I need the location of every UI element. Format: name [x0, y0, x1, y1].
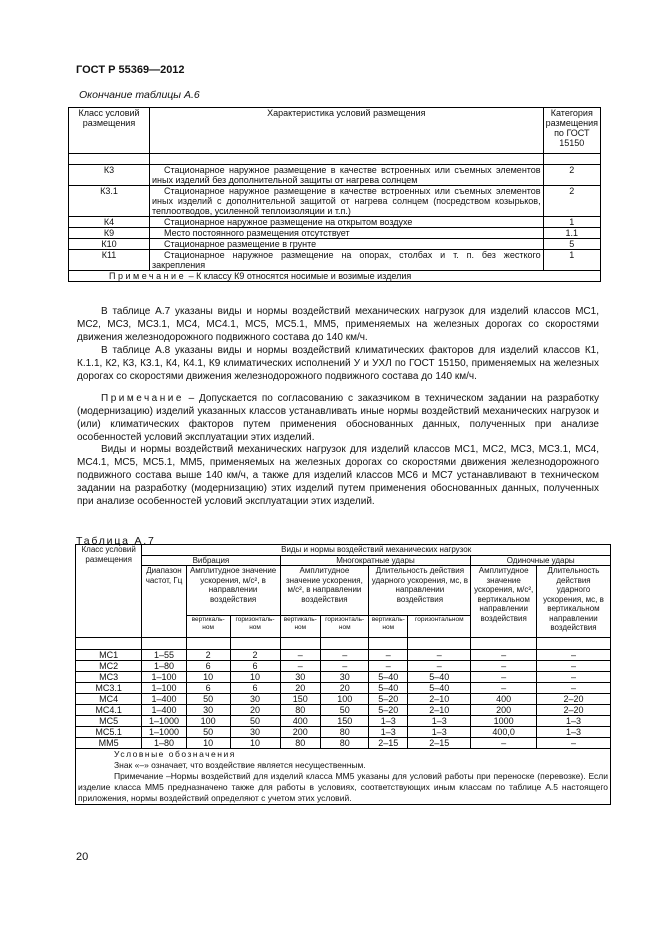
header-class: Класс условий размещения [76, 545, 142, 638]
row-class: МС1 [76, 650, 142, 661]
row-value: 1–55 [142, 650, 186, 661]
row-class: К3.1 [69, 186, 150, 217]
header-horizontal: горизонталь-ном [230, 616, 280, 638]
legend-note: Примечание –Нормы воздействий для изделий класса ММ5 указаны для условий работы при переноске (перевозке). Если изделие класса ММ5 предназначено также для работы в условиях, соответствующих иным классам по таблице А.5 настоящего приложения, нормы воздействий определяют с учетом этих условий. [78, 771, 608, 803]
row-value: 400 [280, 716, 321, 727]
table-row [76, 727, 611, 738]
row-value: – [471, 738, 537, 749]
paragraph-table-a8-intro: В таблице А.8 указаны виды и нормы воздействий климатических факторов для изделий классов К1, К.1.1, К2, К3, К3.1, К4, К4.1, К9 климатических исполнений У и УХЛ по ГОСТ 15150, применяемых на железных дорогах со скоростями движения железнодорожного подвижного состава до 140 км/ч. [77, 345, 599, 382]
page-number: 20 [76, 851, 89, 863]
header-frequency: Диапазон частот, Гц [142, 566, 186, 638]
row-value: 5–40 [369, 683, 408, 694]
row-value: 50 [321, 705, 369, 716]
table-row [69, 165, 601, 186]
row-value: 1–1000 [142, 716, 186, 727]
row-value: – [471, 650, 537, 661]
row-value: 1–1000 [142, 727, 186, 738]
row-class: МС5.1 [76, 727, 142, 738]
row-value: 20 [280, 683, 321, 694]
row-value: 5–40 [408, 672, 471, 683]
row-value: – [408, 661, 471, 672]
row-value: 1–100 [142, 672, 186, 683]
table-row [76, 650, 611, 661]
table-row [76, 661, 611, 672]
row-value: 6 [186, 683, 230, 694]
row-value: 80 [280, 705, 321, 716]
header-vertical: вертикаль-ном [186, 616, 230, 638]
header-main: Виды и нормы воздействий механических нагрузок [142, 545, 611, 556]
row-class: МС4.1 [76, 705, 142, 716]
note-label: Примечание [101, 393, 184, 404]
row-class: ММ5 [76, 738, 142, 749]
row-value: 200 [471, 705, 537, 716]
table-row [76, 738, 611, 749]
row-value: 200 [280, 727, 321, 738]
row-value: 1–80 [142, 661, 186, 672]
row-value: 10 [230, 738, 280, 749]
row-description: Стационарное наружное размещение на открытом воздухе [150, 217, 544, 228]
row-value: 10 [230, 672, 280, 683]
row-value: 2–20 [536, 694, 610, 705]
row-value: 30 [186, 705, 230, 716]
row-value: 5–40 [369, 672, 408, 683]
paragraph-note [77, 392, 599, 444]
row-value: 10 [186, 738, 230, 749]
row-value: 1–100 [142, 683, 186, 694]
row-value: 80 [321, 727, 369, 738]
legend-dash-meaning: Знак «–» означает, что воздействие является несущественным. [114, 760, 366, 770]
row-value: 80 [321, 738, 369, 749]
table-a6-header-characteristic: Характеристика условий размещения [150, 108, 544, 154]
row-value: 1–400 [142, 694, 186, 705]
row-value: 100 [321, 694, 369, 705]
row-value: – [471, 661, 537, 672]
row-class: МС4 [76, 694, 142, 705]
row-category: 2 [543, 186, 600, 217]
row-value: 2–15 [408, 738, 471, 749]
row-class: МС3 [76, 672, 142, 683]
row-value: – [536, 738, 610, 749]
row-value: 10 [186, 672, 230, 683]
paragraph-high-speed: Виды и нормы воздействий механических нагрузок для изделий классов МС1, МС2, МС3, МС3.1, МС4, МС4.1, МС5, МС5.1, ММ5, применяемых на железных дорогах со скоростями движения железнодорожного подвижного состава выше 140 км/ч, а также для изделий классов МС6 и МС7 устанавливают в техническом задании на разработку (модернизацию) этих изделий путем применения обоснованных данных, полученных при анализе особенностей условий эксплуатации этих изделий. [77, 444, 599, 507]
row-value: – [369, 661, 408, 672]
row-value: 30 [321, 672, 369, 683]
row-value: 2 [230, 650, 280, 661]
legend-title: Условные обозначения [114, 749, 236, 759]
row-value: 150 [321, 716, 369, 727]
header-single-duration: Длительность действия ударного ускорения, мс, в вертикальном направлении воздействия [536, 566, 610, 638]
row-value: – [321, 650, 369, 661]
row-value: 400,0 [471, 727, 537, 738]
header-vertical: вертикаль-ном [280, 616, 321, 638]
row-description: Место постоянного размещения отсутствует [150, 228, 544, 239]
row-value: 6 [230, 683, 280, 694]
row-value: 20 [230, 705, 280, 716]
row-value: 150 [280, 694, 321, 705]
header-vertical: вертикаль-ном [369, 616, 408, 638]
paragraph-table-a7-intro: В таблице А.7 указаны виды и нормы воздействий механических нагрузок для изделий классов МС1, МС2, МС3, МС3.1, МС4, МС4.1, МС5, МС5.1, ММ5, применяемых на железных дорогах со скоростями движения железнодорожного подвижного состава до 140 км/ч. [77, 306, 599, 343]
row-value: 5–20 [369, 705, 408, 716]
row-class: К10 [69, 239, 150, 250]
row-value: 1–3 [536, 716, 610, 727]
row-class: МС2 [76, 661, 142, 672]
row-value: 400 [471, 694, 537, 705]
row-class: К4 [69, 217, 150, 228]
row-class: МС5 [76, 716, 142, 727]
table-row [69, 250, 601, 271]
row-value: 1–3 [408, 716, 471, 727]
row-category: 1 [543, 250, 600, 271]
row-value: – [369, 650, 408, 661]
row-class: К3 [69, 165, 150, 186]
header-single-amplitude: Амплитудное значение ускорения, м/с², вертикальном направлении воздействия [471, 566, 537, 638]
row-value: 2–20 [536, 705, 610, 716]
header-multiple-shocks: Многократные удары [280, 555, 471, 566]
table-row [69, 217, 601, 228]
row-class: МС3.1 [76, 683, 142, 694]
row-description: Стационарное наружное размещение в качестве встроенных или съемных элементов иных изделий с дополнительной защитой от нагрева солнцем (посредством козырьков, теплоотводов, усиленной теплоизоляции и т.п.) [150, 186, 544, 217]
header-horizontal: горизонталь-ном [321, 616, 369, 638]
row-value: – [321, 661, 369, 672]
row-value: – [471, 672, 537, 683]
document-header: ГОСТ Р 55369—2012 [76, 64, 185, 76]
row-value: – [471, 683, 537, 694]
row-value: – [280, 661, 321, 672]
table-row [76, 705, 611, 716]
table-row [76, 683, 611, 694]
row-description: Стационарное наружное размещение в качестве встроенных или съемных элементов иных изделий без дополнительной защиты от нагрева солнцем [150, 165, 544, 186]
row-value: 2–10 [408, 705, 471, 716]
row-value: 2–10 [408, 694, 471, 705]
row-value: 6 [230, 661, 280, 672]
row-value: – [536, 672, 610, 683]
row-category: 2 [543, 165, 600, 186]
header-single-shocks: Одиночные удары [471, 555, 611, 566]
row-value: 30 [230, 727, 280, 738]
table-a7-legend [76, 749, 611, 805]
table-a7-caption: Таблица А.7 [76, 535, 156, 547]
row-value: 5–20 [369, 694, 408, 705]
note-text: – К классу К9 относятся носимые и возимые изделия [186, 271, 412, 281]
note-label: Примечание [109, 271, 187, 281]
row-value: 30 [280, 672, 321, 683]
table-a6-note [69, 271, 601, 282]
header-mult-amplitude: Амплитудное значение ускорения, м/с², в направлении воздействия [280, 566, 369, 616]
row-value: – [280, 650, 321, 661]
table-row [69, 239, 601, 250]
row-value: 1000 [471, 716, 537, 727]
row-value: 80 [280, 738, 321, 749]
row-class: К9 [69, 228, 150, 239]
row-value: 2 [186, 650, 230, 661]
table-a6-continuation-caption: Окончание таблицы А.6 [79, 89, 200, 101]
row-value: 1–3 [369, 716, 408, 727]
row-class: К11 [69, 250, 150, 271]
row-value: – [536, 683, 610, 694]
row-value: 30 [230, 694, 280, 705]
table-row [76, 694, 611, 705]
row-value: – [536, 650, 610, 661]
row-category: 5 [543, 239, 600, 250]
table-row [69, 186, 601, 217]
header-horizontal: горизонтальном [408, 616, 471, 638]
row-value: – [408, 650, 471, 661]
header-vib-amplitude: Амплитудное значение ускорения, м/с², в направлении воздействия [186, 566, 280, 616]
header-vibration: Вибрация [142, 555, 280, 566]
table-a7 [75, 544, 611, 805]
row-value: 5–40 [408, 683, 471, 694]
row-value: 1–3 [536, 727, 610, 738]
row-value: 50 [186, 694, 230, 705]
row-value: 20 [321, 683, 369, 694]
row-value: 1–3 [369, 727, 408, 738]
table-row [69, 228, 601, 239]
row-value: 6 [186, 661, 230, 672]
row-value: 2–15 [369, 738, 408, 749]
table-a6-header-category: Категория размещения по ГОСТ 15150 [543, 108, 600, 154]
row-category: 1 [543, 217, 600, 228]
row-value: 100 [186, 716, 230, 727]
table-row [76, 672, 611, 683]
table-a6-header-class: Класс условий размещения [69, 108, 150, 154]
table-row [76, 716, 611, 727]
row-value: 50 [230, 716, 280, 727]
row-value: 1–80 [142, 738, 186, 749]
row-value: 1–400 [142, 705, 186, 716]
row-category: 1.1 [543, 228, 600, 239]
note-text: – Допускается по согласованию с заказчиком в техническом задании на разработку (модернизацию) изделий указанных классов устанавливать иные нормы воздействий механических нагрузок и (или) климатических факторов путем применения обоснованных данных, полученных при анализе особенностей условий эксплуатации этих изделий. [77, 393, 599, 443]
row-value: – [536, 661, 610, 672]
row-description: Стационарное размещение в грунте [150, 239, 544, 250]
table-a6 [68, 107, 601, 282]
row-value: 50 [186, 727, 230, 738]
row-value: 1–3 [408, 727, 471, 738]
header-mult-duration: Длительность действия ударного ускорения, мс, в направлении воздействия [369, 566, 471, 616]
row-description: Стационарное наружное размещение на опорах, столбах и т. п. без жесткого закрепления [150, 250, 544, 271]
